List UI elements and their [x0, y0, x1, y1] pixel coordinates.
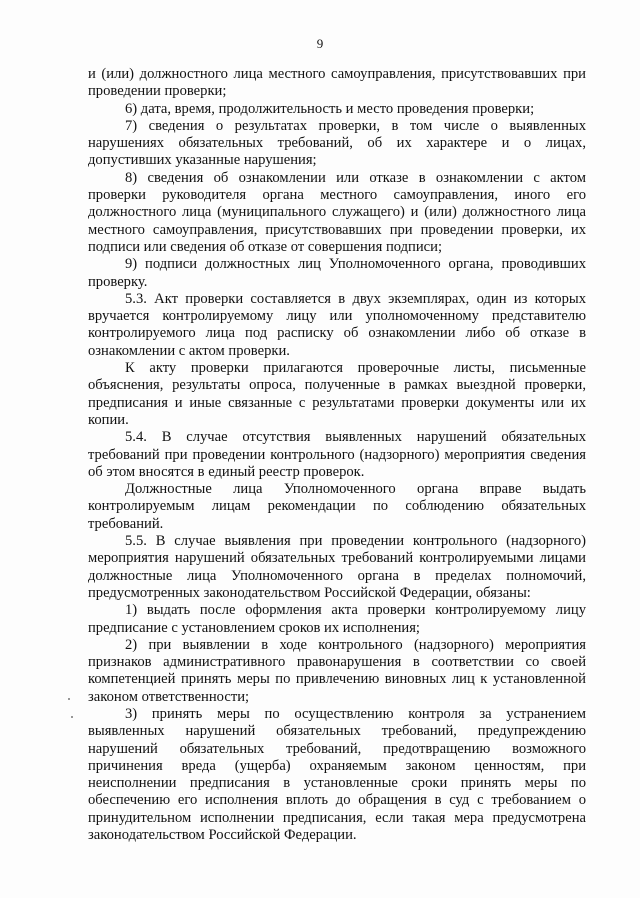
duty-item-2: 2) при выявлении в ходе контрольного (надзорного) мероприятия признаков административного правонарушения в соответствии со своей компетенцией принять меры по привлечению виновных лиц к установленной законом ответственности;: [88, 636, 586, 705]
page-number: 9: [316, 36, 324, 51]
paragraph-attachments: К акту проверки прилагаются проверочные листы, письменные объяснения, результаты опроса, полученные в рамках выездной проверки, предписания и иные связанные с результатами проверки документы или их копии.: [88, 360, 586, 428]
section-5-5: 5.5. В случае выявления при проведении контрольного (надзорного) мероприятия нарушений обязательных требований контролируемыми лицами должностные лица Уполномоченного органа в пределах полномочий, предусмотренных законодательством Российской Федерации, обязаны:: [88, 533, 586, 601]
list-item-6: 6) дата, время, продолжительность и место проведения проверки;: [125, 100, 535, 117]
scan-speck: [68, 698, 70, 700]
list-item-9: 9) подписи должностных лиц Уполномоченного органа, проводивших проверку.: [88, 256, 586, 290]
paragraph-recommendations: Должностные лица Уполномоченного органа вправе выдать контролируемым лицам рекомендации по соблюдению обязательных требований.: [88, 481, 586, 532]
section-5-4: 5.4. В случае отсутствия выявленных нарушений обязательных требований при проведении контрольного (надзорного) мероприятия сведения об этом вносятся в единый реестр проверок.: [88, 429, 586, 480]
section-5-3: 5.3. Акт проверки составляется в двух экземплярах, один из которых вручается контролируемому лицу или уполномоченному представителю контролируемого лица под расписку об ознакомлении либо об отказе в ознакомлении с актом проверки.: [88, 290, 586, 359]
scan-speck: [71, 716, 73, 718]
duty-item-1: 1) выдать после оформления акта проверки контролируемому лицу предписание с установлением сроков их исполнения;: [88, 602, 586, 636]
document-body: [88, 66, 586, 844]
list-item-8: 8) сведения об ознакомлении или отказе в ознакомлении с актом проверки руководителя органа местного самоуправления, иного его должностного лица (муниципального служащего) и (или) должностного лица местного самоуправления, присутствовавших при проведении проверки, их подписи или сведения об отказе от совершения подписи;: [88, 169, 586, 255]
duty-item-3: 3) принять меры по осуществлению контроля за устранением выявленных нарушений обязательных требований, предупреждению нарушений обязательных требований, предотвращению возможного причинения вреда (ущерба) охраняемым законом ценностям, при неисполнении предписания в установленные сроки принять меры по обеспечению его исполнения вплоть до обращения в суд с требованием о принудительном исполнении предписания, если такая мера предусмотрена законодательством Российской Федерации.: [88, 705, 586, 844]
list-item-7: 7) сведения о результатах проверки, в том числе о выявленных нарушениях обязательных требований, об их характере и о лицах, допустивших указанные нарушения;: [88, 117, 586, 169]
paragraph-continuation: и (или) должностного лица местного самоуправления, присутствовавших при проведении проверки;: [88, 66, 586, 100]
